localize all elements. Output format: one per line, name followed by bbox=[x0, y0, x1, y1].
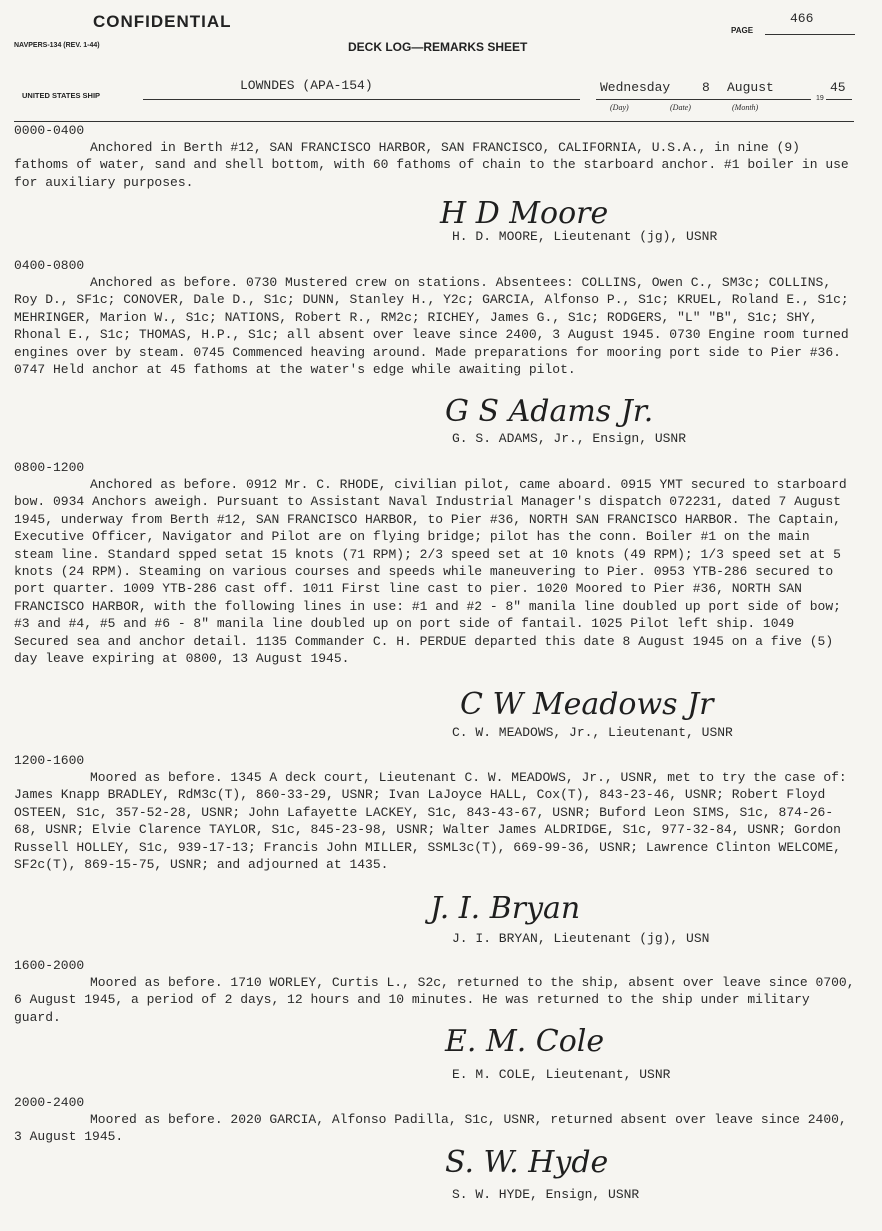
watch-entry: Anchored as before. 0912 Mr. C. RHODE, civilian pilot, came aboard. 0915 YMT secured to starboard bow. 0934 Anchors aweigh. Pursuant to Assistant Naval Industrial Manager's dispatch 072231, dated 7 August 1945, underway from Berth #12, SAN FRANCISCO HARBOR, to Pier #36, NORTH SAN FRANCISCO HARBOR. The Captain, Executive Officer, Navigator and Pilot are on flying bridge; pilot has the conn. Boiler #1 on the main steam line. Standard spped setat 15 knots (71 RPM); 2/3 speed set at 10 knots (49 RPM); 1/3 speed set at 5 knots (24 RPM). Steaming on various courses and speeds while maneuvering to Pier. 0953 YTB-286 secured to port quarter. 1009 YTB-286 cast off. 1011 First line cast to pier. 1020 Moored to Pier #36, NORTH SAN FRANCISCO HARBOR, with the following lines in use: #1 and #2 - 8" manila line doubled up port side of bow; #3 and #4, #5 and #6 - 8" manila line doubled up on port side of fantail. 1025 Pilot left ship. 1049 Secured sea and anchor detail. 1135 Commander C. H. PERDUE departed this date 8 August 1945 on a five (5) day leave expiring at 0800, 13 August 1945. bbox=[14, 477, 847, 667]
watch-section bbox=[14, 258, 856, 378]
signature: J. I. Bryan bbox=[430, 891, 581, 926]
page-label: PAGE bbox=[731, 26, 754, 35]
watch-time: 1200-1600 bbox=[14, 753, 85, 768]
year-prefix: 19 bbox=[816, 95, 824, 102]
signature: H D Moore bbox=[440, 196, 609, 231]
watch-time: 0000-0400 bbox=[14, 123, 85, 138]
signature: S. W. Hyde bbox=[445, 1145, 609, 1180]
signer-name: C. W. MEADOWS, Jr., Lieutenant, USNR bbox=[452, 725, 733, 740]
date-label: (Date) bbox=[670, 103, 691, 112]
watch-time: 1600-2000 bbox=[14, 958, 85, 973]
month-label: (Month) bbox=[732, 103, 759, 112]
watch-time: 2000-2400 bbox=[14, 1095, 85, 1110]
watch-entry: Moored as before. 2020 GARCIA, Alfonso Padilla, S1c, USNR, returned absent over leave since 2400, 3 August 1945. bbox=[14, 1112, 847, 1145]
year-underline bbox=[826, 99, 852, 100]
watch-section bbox=[14, 123, 856, 191]
watch-time: 0800-1200 bbox=[14, 460, 85, 475]
watch-section bbox=[14, 753, 856, 873]
watch-section bbox=[14, 958, 856, 1026]
signer-name: E. M. COLE, Lieutenant, USNR bbox=[452, 1067, 671, 1082]
sheet-title: DECK LOG—REMARKS SHEET bbox=[348, 40, 528, 54]
watch-section bbox=[14, 1095, 856, 1146]
signature: C W Meadows Jr bbox=[460, 687, 714, 722]
watch-entry: Moored as before. 1345 A deck court, Lieutenant C. W. MEADOWS, Jr., USNR, met to try the case of: James Knapp BRADLEY, RdM3c(T), 860-33-29, USNR; Ivan LaJoyce HALL, Cox(T), 843-23-46, USNR; Robert Floyd OSTEEN, S1c, 357-52-28, USNR; John Lafayette LACKEY, S1c, 843-43-67, USNR; Buford Leon SIMS, S1c, 874-26-68, USNR; Elvie Clarence TAYLOR, S1c, 845-23-98, USNR; Walter James ALDRIDGE, S1c, 977-32-84, USNR; Gordon Russell HOLLEY, S1c, 939-17-13; Francis John MILLER, SSML3c(T), 669-99-36, USNR; Lawrence Clinton WELCOME, SF2c(T), 869-15-75, USNR; and adjourned at 1435. bbox=[14, 770, 847, 873]
month-value: August bbox=[727, 80, 774, 95]
date-underline bbox=[596, 99, 811, 100]
page-underline bbox=[765, 34, 855, 35]
watch-section bbox=[14, 460, 856, 667]
day-label: (Day) bbox=[610, 103, 629, 112]
page-number: 466 bbox=[790, 11, 814, 26]
confidential-label: CONFIDENTIAL bbox=[93, 12, 232, 31]
watch-entry: Moored as before. 1710 WORLEY, Curtis L., S2c, returned to the ship, absent over leave since 0700, 6 August 1945, a period of 2 days, 12 hours and 10 minutes. He was returned to the ship under military guard. bbox=[14, 975, 855, 1025]
signature: E. M. Cole bbox=[445, 1024, 605, 1059]
watch-entry: Anchored as before. 0730 Mustered crew on stations. Absentees: COLLINS, Owen C., SM3c; COLLINS, Roy D., SF1c; CONOVER, Dale D., S1c; DUNN, Stanley H., Y2c; GARCIA, Alfonso P., S1c; KRUEL, Roland E., S1c; MEHRINGER, Marion W., S1c; NATIONS, Robert R., RM2c; RICHEY, James G., S1c; RODGERS, "L" "B", S1c; SHY, Rhonal E., S1c; THOMAS, H.P., S1c; all absent over leave since 2400, 3 August 1945. 0730 Engine room turned engines over by steam. 0745 Commenced heaving around. Made preparations for mooring port side to Pier #36. 0747 Held anchor at 45 fathoms at the water's edge while awaiting pilot. bbox=[14, 275, 849, 378]
signer-name: S. W. HYDE, Ensign, USNR bbox=[452, 1187, 640, 1202]
date-value: 8 bbox=[702, 80, 710, 95]
watch-entry: Anchored in Berth #12, SAN FRANCISCO HARBOR, SAN FRANCISCO, CALIFORNIA, U.S.A., in nine (9) fathoms of water, sand and shell bottom, with 60 fathoms of chain to the starboard anchor. #1 boiler in use for auxiliary purposes. bbox=[14, 140, 849, 190]
day-value: Wednesday bbox=[600, 80, 671, 95]
signer-name: J. I. BRYAN, Lieutenant (jg), USN bbox=[452, 931, 710, 946]
watch-time: 0400-0800 bbox=[14, 258, 85, 273]
signer-name: G. S. ADAMS, Jr., Ensign, USNR bbox=[452, 431, 687, 446]
signature: G S Adams Jr. bbox=[445, 394, 654, 429]
ship-name: LOWNDES (APA-154) bbox=[240, 78, 373, 93]
form-id: NAVPERS-134 (REV. 1-44) bbox=[14, 42, 100, 49]
signer-name: H. D. MOORE, Lieutenant (jg), USNR bbox=[452, 229, 718, 244]
header-rule bbox=[14, 121, 854, 122]
ship-label: UNITED STATES SHIP bbox=[22, 91, 101, 100]
ship-underline bbox=[143, 99, 580, 100]
year-value: 45 bbox=[830, 80, 846, 95]
